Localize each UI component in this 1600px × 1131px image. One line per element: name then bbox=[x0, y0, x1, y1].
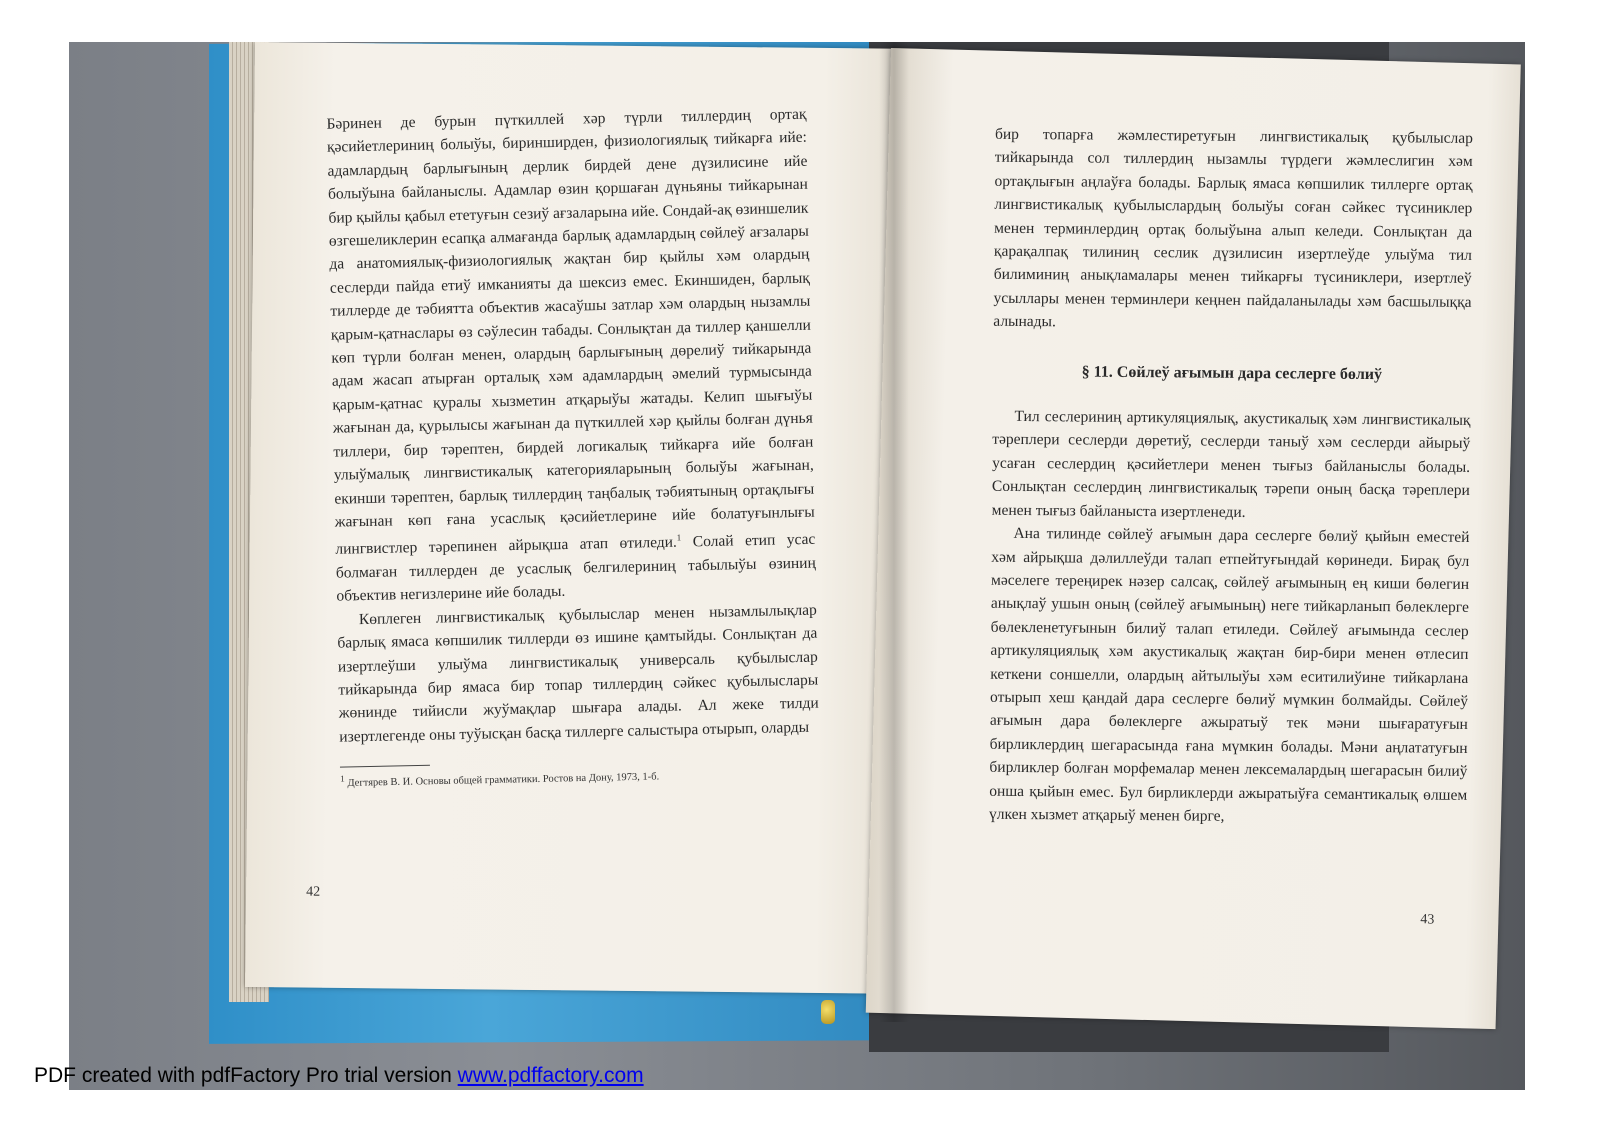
footnote-divider bbox=[340, 765, 430, 768]
paragraph: Ана тилинде сөйлеў ағымын дара сеслерге бөлиў қыйын еместей хәм айрықша дәлиллеўди талап етпейтуғындай көринеди. Бирақ бул мәселеге тереңирек нәзер салсақ, сөйлеў ағымының ең киши бөлегин анықлаў ушын оның (сөйлеў ағымының) неге тийкарланып бөлеклерге бөлекленетуғынын билиў талап етиледи. Сөйлеў ағымында сеслер артикуляциялық хәм акустикалық жақтан бир-бири менен өтлесип кеткени соншелли, олардың айтылыўы хәм еситилиўине тийкарлана отырып хеш қандай дара сеслерге бөлиў мүмкин болмайды. Сөйлеў ағымын дара бөлеклерге ажыратыў тек мәни шығаратуғын бирликлердиң шегарасында ғана мүмкин болады. Мәни аңлататуғын бирликлер болған морфемалар менен лексемалардың шегарасын билиў онша қыйын емес. Бул бирликлерди ажыратыўға семантикалық өлшем үлкен хызмет атқарыў менен бирге, bbox=[988, 525, 1470, 825]
paragraph: Көплеген лингвистикалық қубылыслар менен нызамлылықлар барлық ямаса көпшилик тиллерди өз ишине қамтыйды. Сонлықтан да изертлеўши улыўма лингвистикалық универсаль қубылыслар тийкарында бир ямаса бир топар тиллердиң сәйкес қубылыслары жөнинде тийисли жуўмақлар шығара алады. Ал жеке тилди изертлегенде оны туўысқан басқа тиллерге салыстыра отырып, оларды bbox=[337, 601, 819, 746]
pdffactory-link[interactable]: www.pdffactory.com bbox=[457, 1064, 644, 1087]
bookmark-clip bbox=[821, 1000, 835, 1024]
page-number: 43 bbox=[1420, 912, 1435, 928]
left-page-text bbox=[326, 103, 820, 792]
paragraph: Тил сеслериниң артикуляциялық, акустикалық хәм лингвистикалық тәреплери сеслерди дөретиў, сеслерди таныў хәм сеслерди айырыў усаған сеслердиң қәсийетлери менен тығыз байланыслы болады. Сонлықтан сеслердиң лингвистикалық тәрепи оның басқа тәреплери менен тығыз байланыста изертленеди. bbox=[991, 407, 1471, 521]
right-page-text bbox=[989, 123, 1473, 831]
scanned-book-photo bbox=[69, 42, 1525, 1090]
paragraph-text: Бәринен де бурын пүткиллей хәр түрли тиллердиң ортақ қәсийетлериниң болыўы, биринширден, физиологиялық тийкарға ийе: адамлардың барлығының дерлик бирдей дене дүзилисине ийе болыўына байланыслы. Адамлар өзин қоршаған дүньяны тийкарынан бир қыйлы қабыл ететуғын сезиў ағзаларына ийе. Сондай-ақ өзиншелик өзгешеликлерин есапқа алмағанда барлық адамлардың сөйлеў ағзалары да анатомиялық-физиологиялық жақтан бир қыйлы хәм олардың сеслерди пайда етиў имканияты да шексиз емес. Екиншиден, барлық тиллерде де тәбиятта объектив жасаўшы затлар хәм олардың нызамлы қарым-қатнаслары өз сәўлесин табады. Сонлықтан да тиллер қаншелли көп түрли болған менен, олардың барлығының дөрелиў тийкарында адам жасап атырған орталық хәм адамлардың әмелий турмысында қарым-қатнас қуралы хызметин атқарыўы жатады. Келип шығыўы жағынан да, қурылысы жағынан да пүткиллей хәр қыйлы болған дүнья тиллери, бир тәрептен, бирдей логикалық тийкарға ийе болған улыўмалық лингвистикалық категорияларының болыўы жағынан, екинши тәрептен, барлық тиллердиң таңбалық тәбиятының ортақлығы жағынан көп ғана усаслық қәсийетлерине ийе болатуғынлығы лингвистлер тәрепинен айрықша атап өтиледи. bbox=[326, 105, 815, 559]
right-page bbox=[866, 48, 1521, 1029]
book-spine-shadow bbox=[879, 42, 909, 1022]
footer-text: PDF created with pdfFactory Pro trial version bbox=[34, 1064, 458, 1087]
pdf-footer bbox=[34, 1064, 644, 1088]
section-heading: § 11. Сөйлеў ағымын дара сеслерге бөлиў bbox=[1081, 363, 1383, 383]
left-page bbox=[245, 42, 925, 994]
paragraph-text: Солай етип усас болмаған тиллерден де усаслық белгилериниң табылыўы өзиниң объектив негизлерине ийе болады. bbox=[335, 531, 816, 605]
page-number: 42 bbox=[306, 884, 321, 900]
paragraph bbox=[326, 103, 816, 609]
footnote-text: Дегтярев В. И. Основы общей грамматики. Ростов на Дону, 1973, 1-б. bbox=[347, 771, 660, 790]
footnote-number: 1 bbox=[340, 773, 345, 784]
footnote-marker: 1 bbox=[676, 532, 682, 543]
paragraph: бир топарға жәмлестиретуғын лингвистикалық қубылыслар тийкарында сол тиллердиң нызамлы түрдеги жәмлеслигин хәм ортақлығын аңлаўға болады. Барлық ямаса көпшилик тиллерге ортақ лингвистикалық қубылыслардың болыўы соған сәйкес түсиниклер менен терминлердиң ортақ болыўына алып келеди. Сонлықтан да қарақалпақ тилиниң сеслик дүзилисин изертлеўде улыўма тил билиминиң анықламалары менен тийкарғы түсиниклери, изертлеў усыллары менен терминлери кеңнен пайдаланылады хәм басшылыққа алынады. bbox=[993, 125, 1474, 331]
